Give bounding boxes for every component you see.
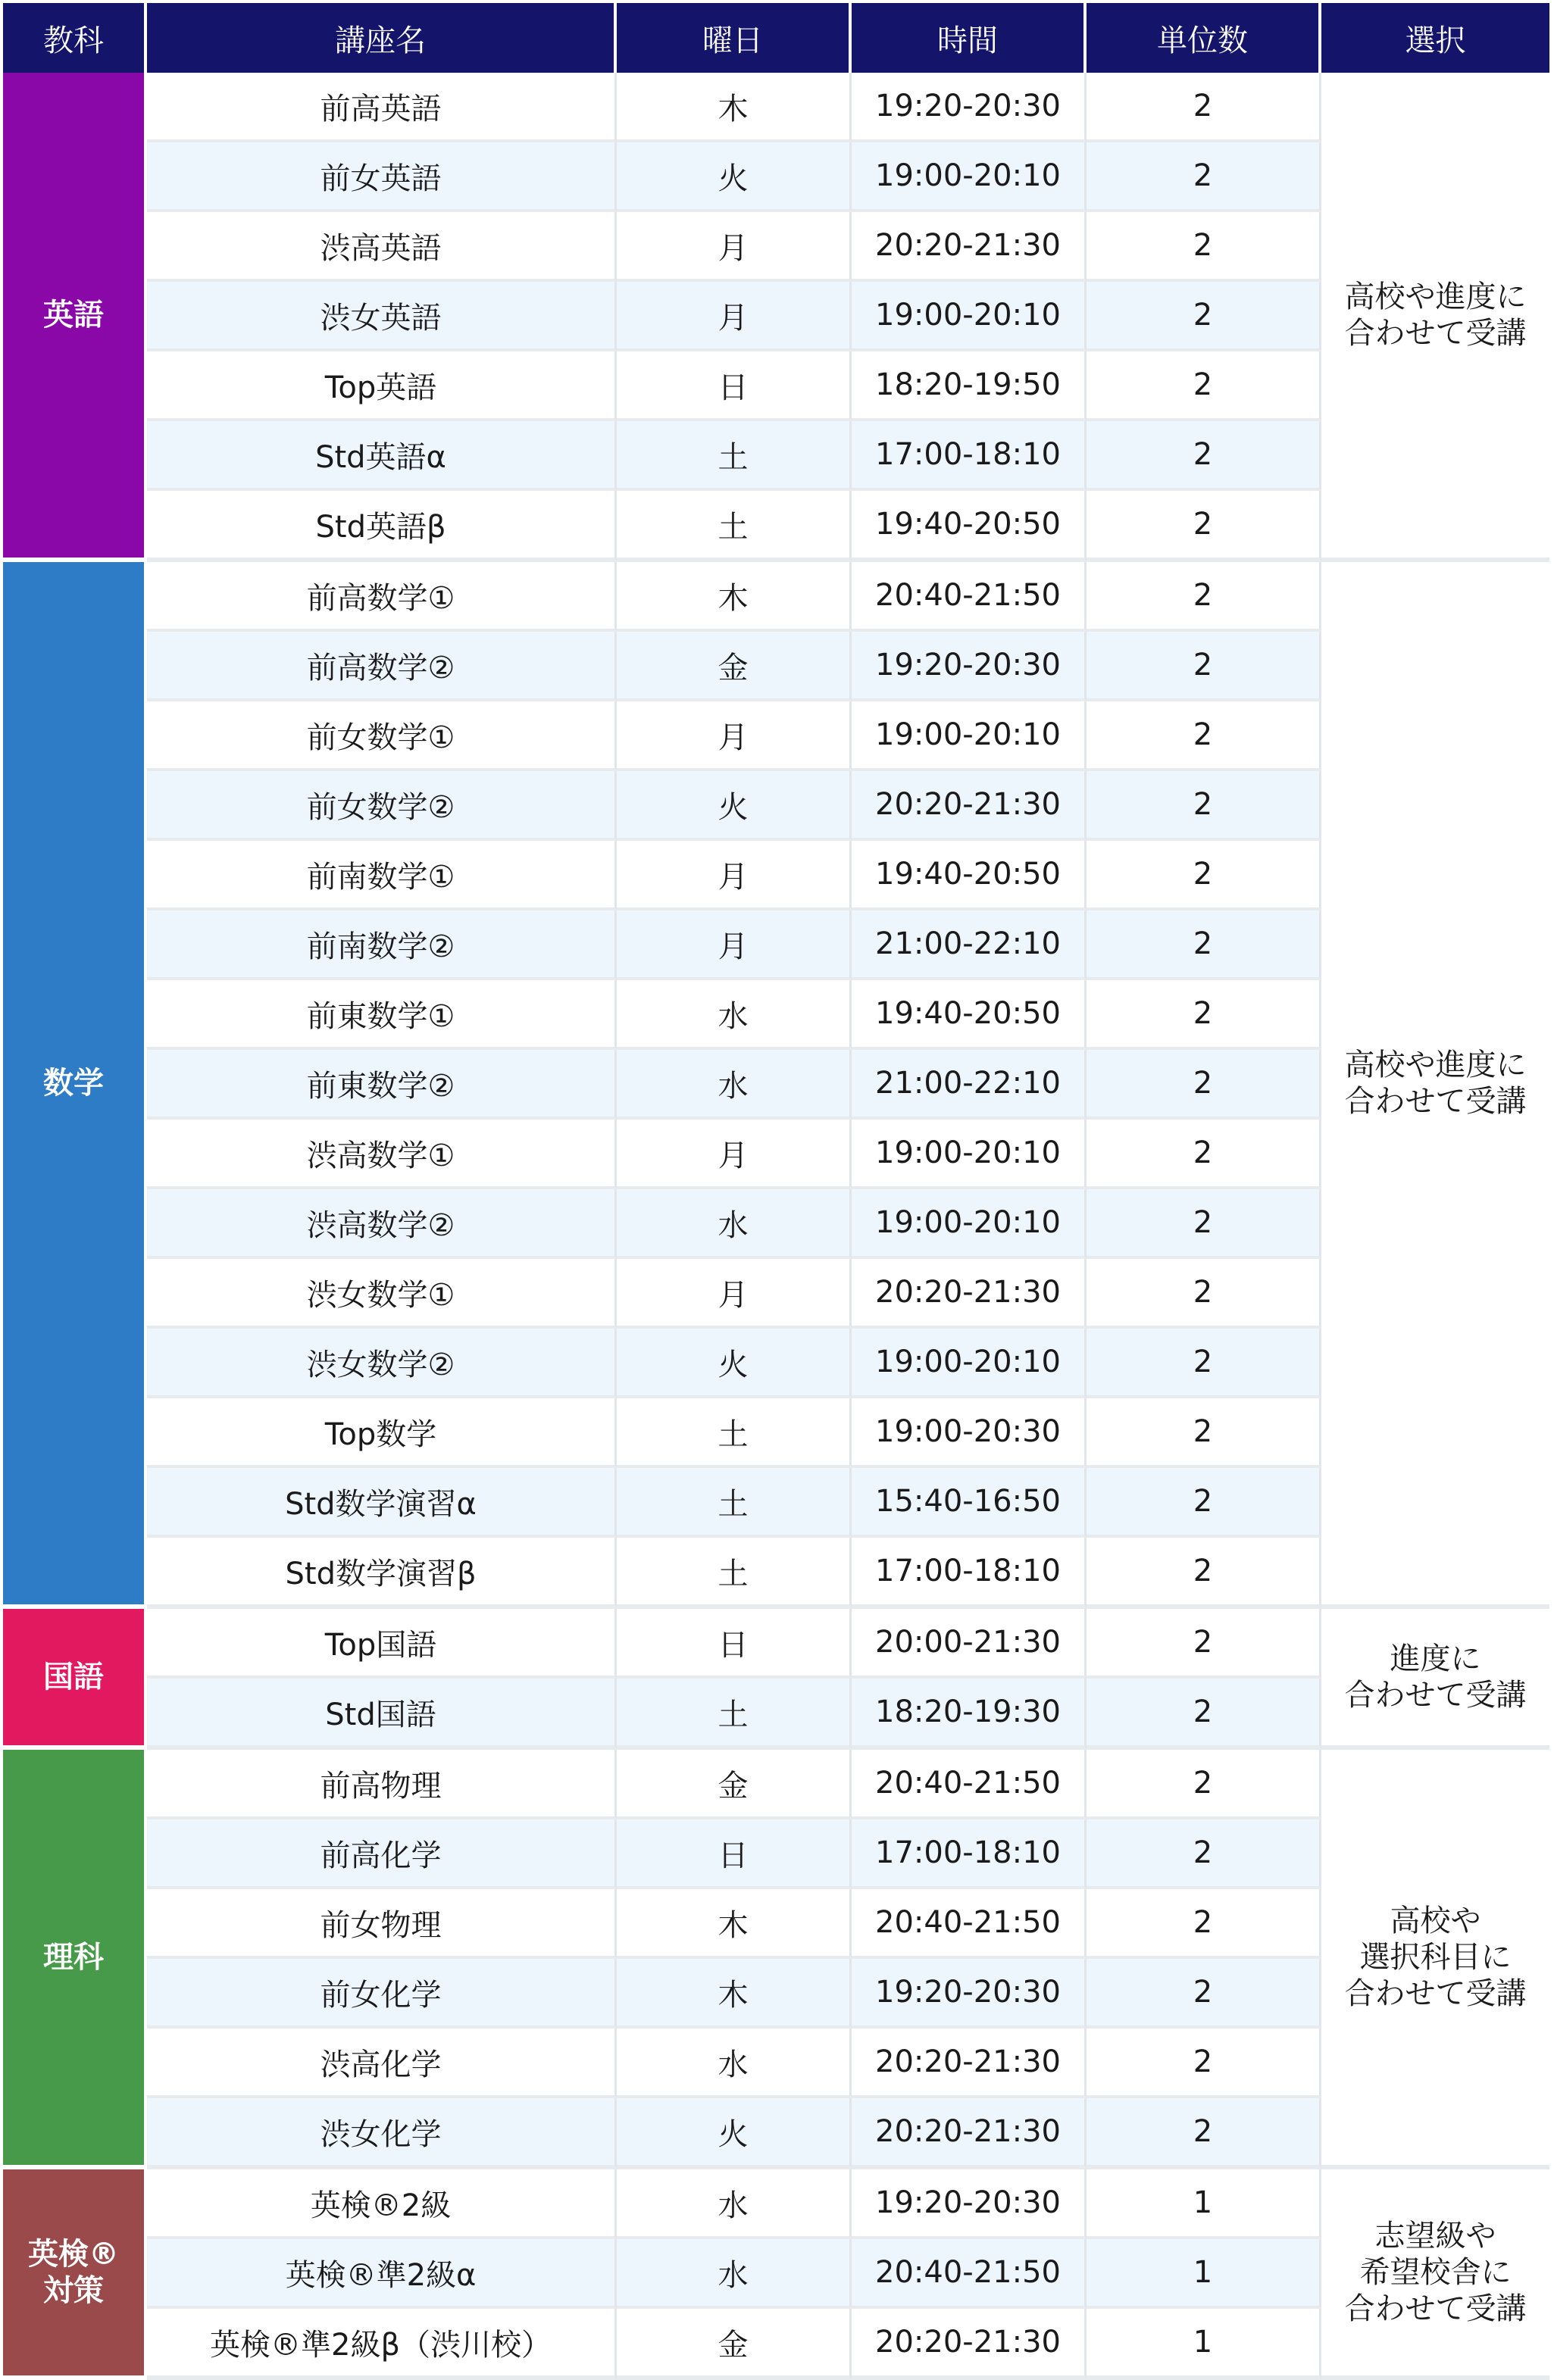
table-row <box>3 2098 1549 2169</box>
course-name-cell: Top数学 <box>147 1398 617 1468</box>
time-cell: 19:20-20:30 <box>852 632 1087 701</box>
course-name-cell: 前女数学① <box>147 701 617 771</box>
selection-note-line: 志望級や <box>1374 2219 1496 2254</box>
units-cell: 2 <box>1087 1120 1321 1189</box>
course-name-cell: Top国語 <box>147 1609 617 1679</box>
time-cell: 21:00-22:10 <box>852 1050 1087 1120</box>
time-cell: 19:20-20:30 <box>852 1959 1087 2029</box>
table-row <box>3 632 1549 701</box>
time-cell: 19:00-20:10 <box>852 701 1087 771</box>
header-course-name: 講座名 <box>147 3 617 73</box>
day-cell: 土 <box>617 421 852 491</box>
time-cell: 20:20-21:30 <box>852 771 1087 841</box>
table-row <box>3 212 1549 282</box>
units-cell: 2 <box>1087 1889 1321 1959</box>
course-name-cell: 渋女英語 <box>147 282 617 351</box>
units-cell: 2 <box>1087 421 1321 491</box>
course-name-cell: 前高化学 <box>147 1819 617 1889</box>
selection-note-cell <box>1321 1750 1549 2169</box>
course-name-cell: 前女物理 <box>147 1889 617 1959</box>
units-cell: 2 <box>1087 980 1321 1050</box>
day-cell: 金 <box>617 632 852 701</box>
course-schedule-table <box>3 3 1549 2380</box>
table-row <box>3 2029 1549 2098</box>
day-cell: 水 <box>617 2029 852 2098</box>
day-cell: 日 <box>617 351 852 421</box>
table-row <box>3 1468 1549 1538</box>
units-cell: 2 <box>1087 142 1321 212</box>
time-cell: 19:20-20:30 <box>852 2169 1087 2239</box>
course-name-cell: 英検®準2級α <box>147 2239 617 2309</box>
table-row <box>3 351 1549 421</box>
units-cell: 2 <box>1087 562 1321 632</box>
day-cell: 金 <box>617 1750 852 1819</box>
table-row <box>3 771 1549 841</box>
units-cell: 1 <box>1087 2169 1321 2239</box>
time-cell: 20:00-21:30 <box>852 1609 1087 1679</box>
day-cell: 水 <box>617 980 852 1050</box>
course-name-cell: 前女数学② <box>147 771 617 841</box>
units-cell: 2 <box>1087 1819 1321 1889</box>
day-cell: 木 <box>617 562 852 632</box>
day-cell: 月 <box>617 1259 852 1329</box>
course-name-cell: 渋女数学① <box>147 1259 617 1329</box>
day-cell: 月 <box>617 1120 852 1189</box>
units-cell: 2 <box>1087 1750 1321 1819</box>
table-row <box>3 1120 1549 1189</box>
course-name-cell: Std数学演習β <box>147 1538 617 1609</box>
time-cell: 15:40-16:50 <box>852 1468 1087 1538</box>
day-cell: 水 <box>617 2169 852 2239</box>
header-row <box>3 3 1549 73</box>
table-row <box>3 2169 1549 2239</box>
time-cell: 17:00-18:10 <box>852 421 1087 491</box>
header-units: 単位数 <box>1087 3 1321 73</box>
units-cell: 2 <box>1087 1679 1321 1750</box>
subject-label-line: 理科 <box>43 1940 104 1975</box>
day-cell: 火 <box>617 2098 852 2169</box>
course-name-cell: 前高物理 <box>147 1750 617 1819</box>
time-cell: 19:00-20:10 <box>852 142 1087 212</box>
units-cell: 2 <box>1087 1329 1321 1398</box>
day-cell: 水 <box>617 1189 852 1259</box>
day-cell: 火 <box>617 1329 852 1398</box>
course-name-cell: 渋高数学① <box>147 1120 617 1189</box>
day-cell: 水 <box>617 2239 852 2309</box>
time-cell: 20:40-21:50 <box>852 1889 1087 1959</box>
course-name-cell: Std英語α <box>147 421 617 491</box>
selection-note-line: 高校や進度に <box>1344 1048 1527 1082</box>
course-name-cell: Top英語 <box>147 351 617 421</box>
time-cell: 20:20-21:30 <box>852 2029 1087 2098</box>
table-row <box>3 562 1549 632</box>
units-cell: 1 <box>1087 2239 1321 2309</box>
day-cell: 火 <box>617 771 852 841</box>
subject-label-line: 英語 <box>43 298 104 333</box>
course-name-cell: Std数学演習α <box>147 1468 617 1538</box>
time-cell: 17:00-18:10 <box>852 1538 1087 1609</box>
day-cell: 土 <box>617 1468 852 1538</box>
units-cell: 2 <box>1087 841 1321 910</box>
header-day: 曜日 <box>617 3 852 73</box>
time-cell: 18:20-19:50 <box>852 351 1087 421</box>
units-cell: 2 <box>1087 1468 1321 1538</box>
time-cell: 20:20-21:30 <box>852 1259 1087 1329</box>
units-cell: 2 <box>1087 2029 1321 2098</box>
course-name-cell: 前高英語 <box>147 73 617 142</box>
time-cell: 20:20-21:30 <box>852 2098 1087 2169</box>
course-name-cell: 前東数学① <box>147 980 617 1050</box>
units-cell: 2 <box>1087 1050 1321 1120</box>
table-row <box>3 980 1549 1050</box>
units-cell: 2 <box>1087 491 1321 562</box>
time-cell: 21:00-22:10 <box>852 910 1087 980</box>
selection-note-line: 高校や <box>1390 1904 1481 1938</box>
selection-note-line: 選択科目に <box>1359 1940 1512 1975</box>
table-row <box>3 282 1549 351</box>
time-cell: 19:40-20:50 <box>852 491 1087 562</box>
day-cell: 月 <box>617 910 852 980</box>
course-name-cell: 渋高化学 <box>147 2029 617 2098</box>
course-name-cell: 渋高数学② <box>147 1189 617 1259</box>
subject-cell <box>3 73 147 562</box>
day-cell: 木 <box>617 1959 852 2029</box>
time-cell: 19:00-20:10 <box>852 1120 1087 1189</box>
course-name-cell: 渋女数学② <box>147 1329 617 1398</box>
table-row <box>3 73 1549 142</box>
course-name-cell: 渋高英語 <box>147 212 617 282</box>
time-cell: 17:00-18:10 <box>852 1819 1087 1889</box>
course-name-cell: 英検®2級 <box>147 2169 617 2239</box>
subject-label-line: 対策 <box>43 2273 104 2308</box>
units-cell: 2 <box>1087 910 1321 980</box>
selection-note-line: 高校や進度に <box>1344 280 1527 314</box>
table-row <box>3 1329 1549 1398</box>
time-cell: 20:20-21:30 <box>852 212 1087 282</box>
units-cell: 2 <box>1087 1398 1321 1468</box>
day-cell: 日 <box>617 1819 852 1889</box>
time-cell: 20:40-21:50 <box>852 1750 1087 1819</box>
course-name-cell: 前南数学① <box>147 841 617 910</box>
time-cell: 19:40-20:50 <box>852 841 1087 910</box>
table-row <box>3 1189 1549 1259</box>
units-cell: 2 <box>1087 282 1321 351</box>
day-cell: 月 <box>617 701 852 771</box>
selection-note-line: 合わせて受講 <box>1344 1976 1527 2011</box>
day-cell: 水 <box>617 1050 852 1120</box>
selection-note-cell <box>1321 562 1549 1609</box>
time-cell: 19:00-20:10 <box>852 1189 1087 1259</box>
table-row <box>3 2309 1549 2380</box>
selection-note-cell <box>1321 73 1549 562</box>
selection-note-cell <box>1321 2169 1549 2380</box>
day-cell: 土 <box>617 491 852 562</box>
units-cell: 2 <box>1087 351 1321 421</box>
subject-cell <box>3 562 147 1609</box>
units-cell: 2 <box>1087 632 1321 701</box>
table-row <box>3 1750 1549 1819</box>
subject-cell <box>3 2169 147 2380</box>
header-time: 時間 <box>852 3 1087 73</box>
day-cell: 土 <box>617 1398 852 1468</box>
table-row <box>3 491 1549 562</box>
units-cell: 2 <box>1087 2098 1321 2169</box>
time-cell: 19:40-20:50 <box>852 980 1087 1050</box>
time-cell: 19:00-20:10 <box>852 1329 1087 1398</box>
units-cell: 2 <box>1087 1189 1321 1259</box>
time-cell: 19:00-20:30 <box>852 1398 1087 1468</box>
units-cell: 2 <box>1087 771 1321 841</box>
day-cell: 月 <box>617 282 852 351</box>
table-row <box>3 2239 1549 2309</box>
table-row <box>3 1609 1549 1679</box>
day-cell: 土 <box>617 1538 852 1609</box>
subject-cell <box>3 1609 147 1750</box>
subject-cell <box>3 1750 147 2169</box>
day-cell: 月 <box>617 841 852 910</box>
day-cell: 日 <box>617 1609 852 1679</box>
course-name-cell: Std英語β <box>147 491 617 562</box>
table-row <box>3 1050 1549 1120</box>
time-cell: 20:40-21:50 <box>852 562 1087 632</box>
course-name-cell: Std国語 <box>147 1679 617 1750</box>
time-cell: 19:00-20:10 <box>852 282 1087 351</box>
table-row <box>3 1889 1549 1959</box>
course-name-cell: 前南数学② <box>147 910 617 980</box>
selection-note-line: 合わせて受講 <box>1344 1084 1527 1119</box>
table-row <box>3 701 1549 771</box>
units-cell: 2 <box>1087 1959 1321 2029</box>
table-row <box>3 1819 1549 1889</box>
selection-note-line: 合わせて受講 <box>1344 316 1527 351</box>
table-row <box>3 841 1549 910</box>
units-cell: 2 <box>1087 212 1321 282</box>
table-row <box>3 1398 1549 1468</box>
course-name-cell: 前女英語 <box>147 142 617 212</box>
subject-label-line: 数学 <box>43 1066 104 1101</box>
selection-note-line: 進度に <box>1390 1641 1481 1676</box>
units-cell: 2 <box>1087 1538 1321 1609</box>
table-row <box>3 1959 1549 2029</box>
table-row <box>3 910 1549 980</box>
course-name-cell: 前女化学 <box>147 1959 617 2029</box>
course-name-cell: 前東数学② <box>147 1050 617 1120</box>
table-row <box>3 1538 1549 1609</box>
table-row <box>3 1259 1549 1329</box>
header-selection: 選択 <box>1321 3 1549 73</box>
time-cell: 18:20-19:30 <box>852 1679 1087 1750</box>
units-cell: 2 <box>1087 701 1321 771</box>
day-cell: 火 <box>617 142 852 212</box>
course-name-cell: 前高数学② <box>147 632 617 701</box>
table-row <box>3 421 1549 491</box>
selection-note-line: 合わせて受講 <box>1344 1678 1527 1713</box>
day-cell: 月 <box>617 212 852 282</box>
course-name-cell: 英検®準2級β（渋川校） <box>147 2309 617 2380</box>
header-subject: 教科 <box>3 3 147 73</box>
units-cell: 2 <box>1087 1609 1321 1679</box>
day-cell: 木 <box>617 73 852 142</box>
course-name-cell: 渋女化学 <box>147 2098 617 2169</box>
day-cell: 金 <box>617 2309 852 2380</box>
day-cell: 木 <box>617 1889 852 1959</box>
subject-label-line: 国語 <box>43 1660 104 1694</box>
time-cell: 20:40-21:50 <box>852 2239 1087 2309</box>
table-row <box>3 142 1549 212</box>
time-cell: 19:20-20:30 <box>852 73 1087 142</box>
units-cell: 2 <box>1087 1259 1321 1329</box>
units-cell: 2 <box>1087 73 1321 142</box>
day-cell: 土 <box>617 1679 852 1750</box>
schedule-body <box>3 73 1549 2380</box>
selection-note-line: 合わせて受講 <box>1344 2291 1527 2326</box>
table-row <box>3 1679 1549 1750</box>
subject-label-line: 英検® <box>28 2237 119 2272</box>
selection-note-cell <box>1321 1609 1549 1750</box>
time-cell: 20:20-21:30 <box>852 2309 1087 2380</box>
units-cell: 1 <box>1087 2309 1321 2380</box>
selection-note-line: 希望校舎に <box>1359 2255 1512 2290</box>
course-name-cell: 前高数学① <box>147 562 617 632</box>
